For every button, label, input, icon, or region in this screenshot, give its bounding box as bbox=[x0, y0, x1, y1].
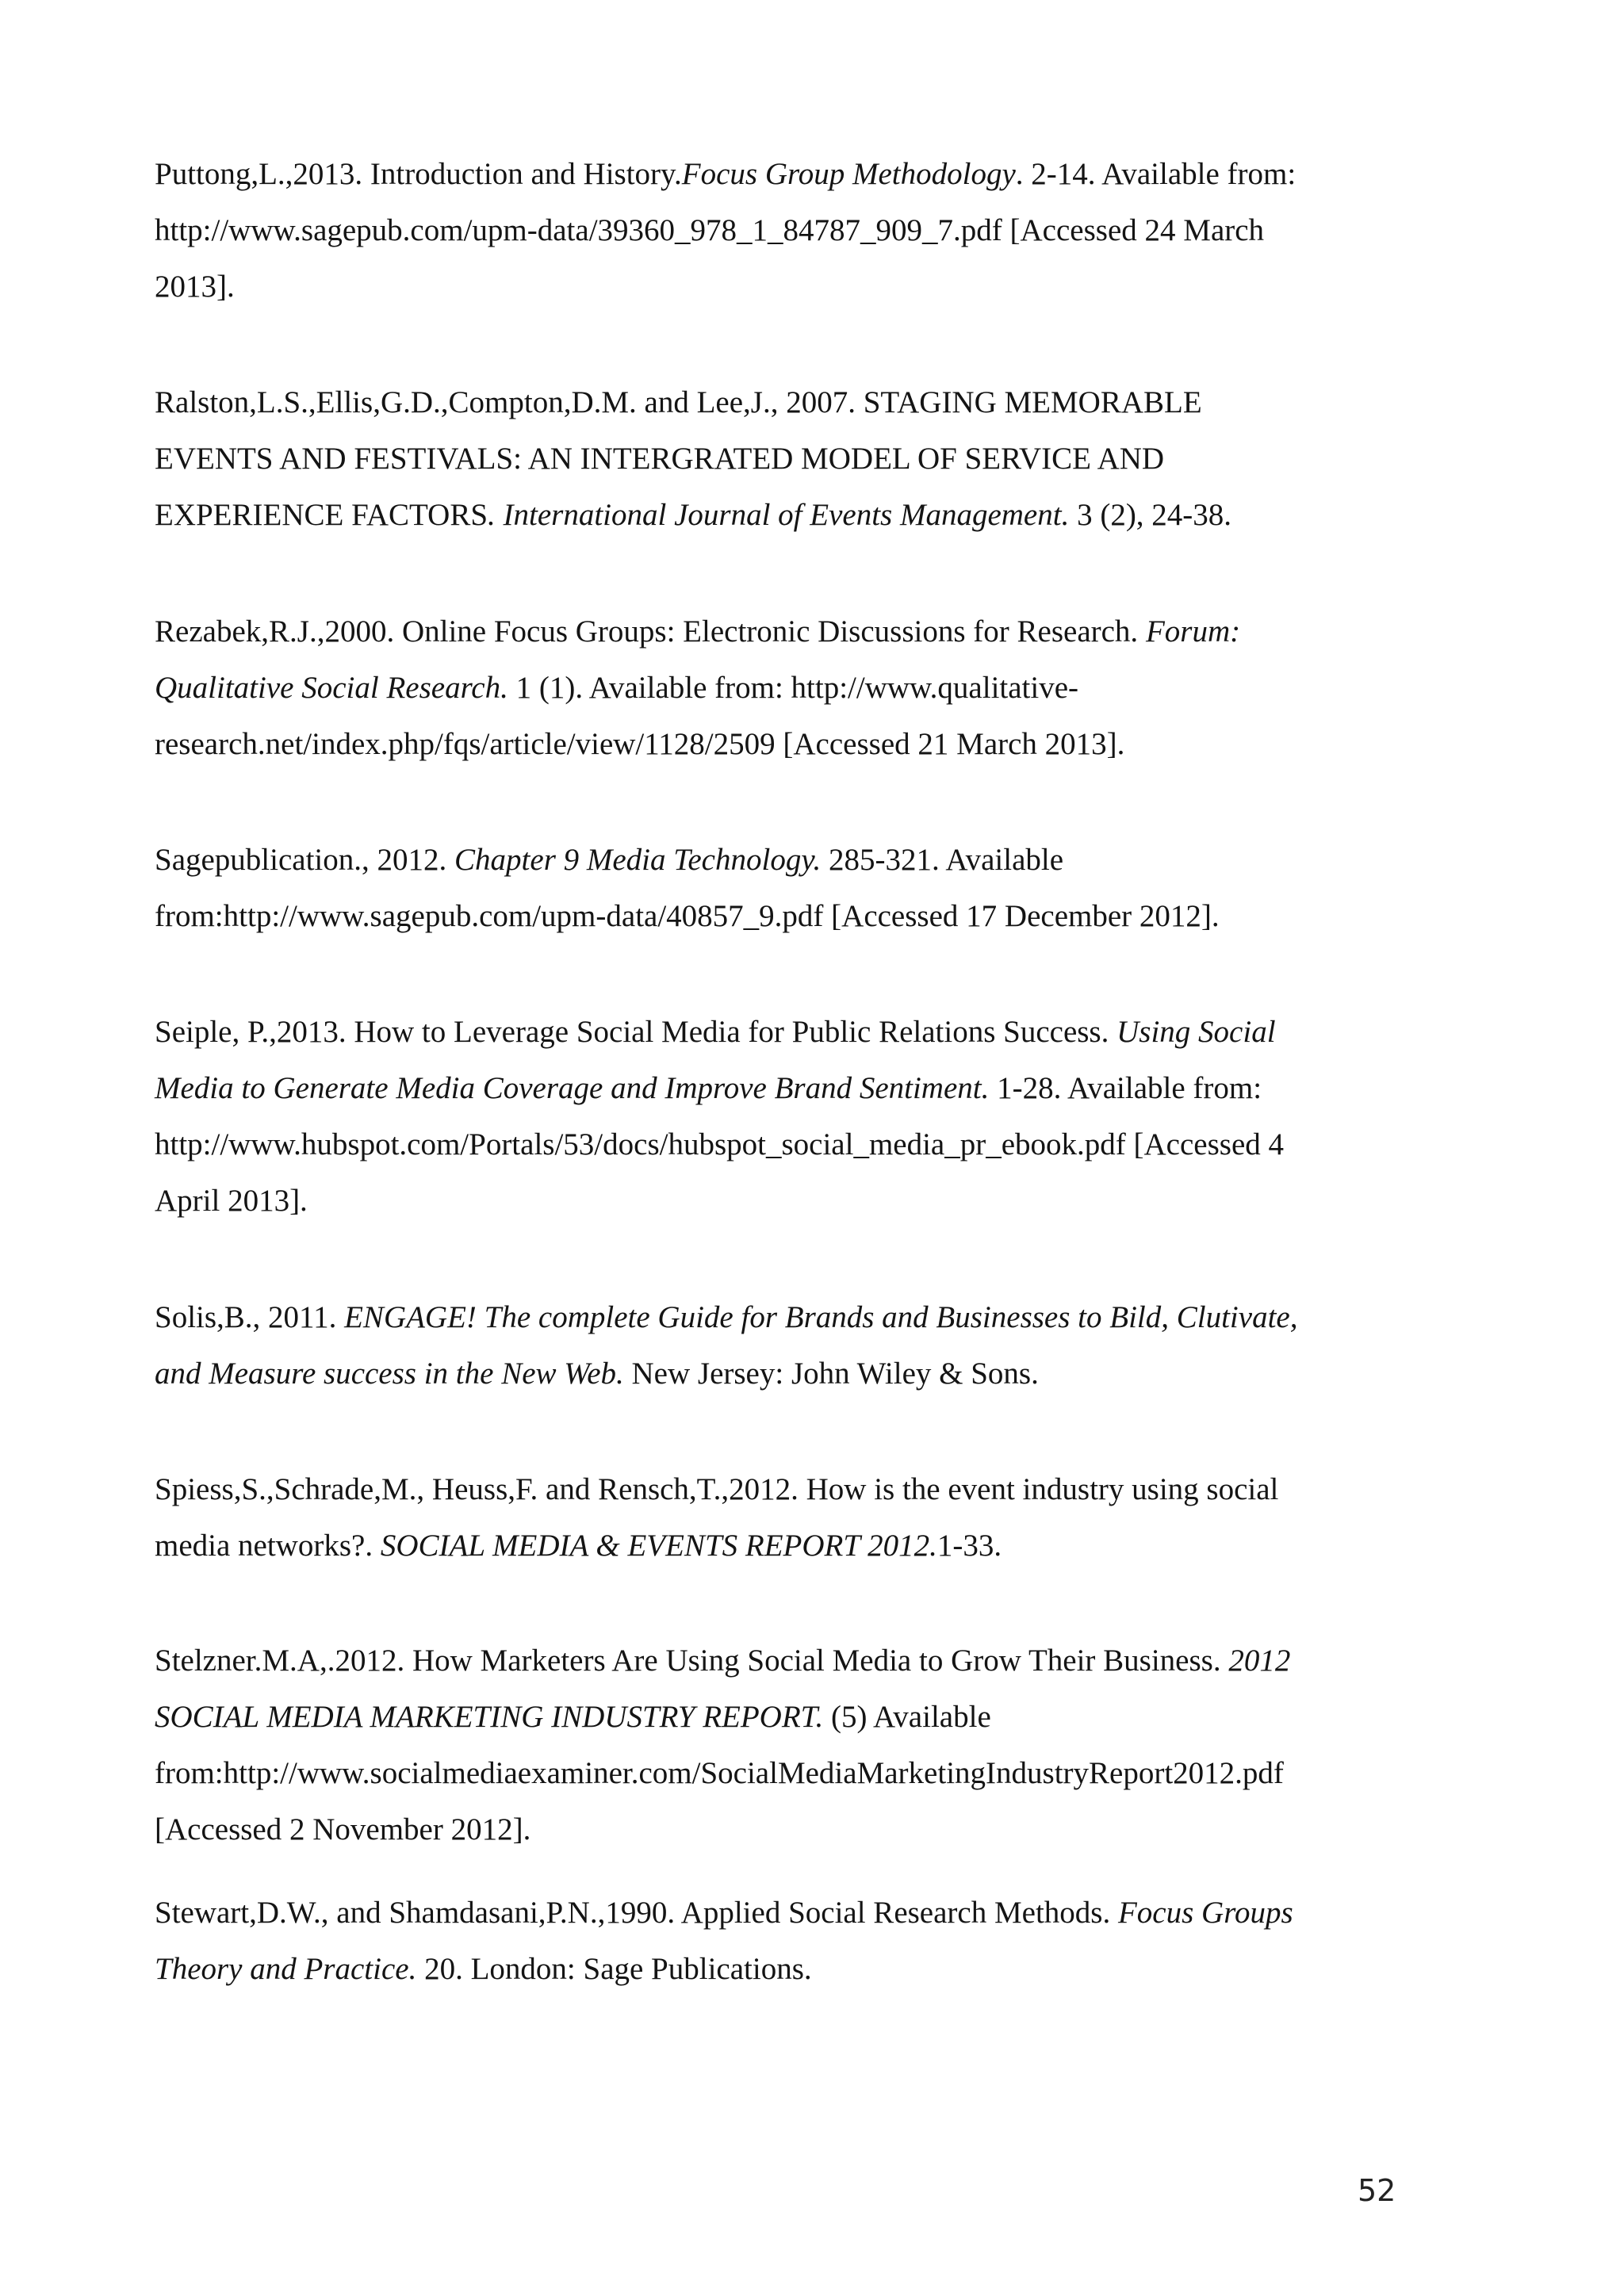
reference-entry bbox=[155, 146, 1392, 315]
reference-entry bbox=[155, 1289, 1392, 1402]
reference-text: 3 (2), 24-38. bbox=[1069, 498, 1232, 532]
reference-entry bbox=[155, 374, 1392, 543]
reference-text: http://www.sagepub.com/upm-data/39360_978_1_84787_909_7.pdf [Accessed 24 March bbox=[155, 213, 1265, 247]
reference-text: Solis,B., 2011. bbox=[155, 1300, 345, 1334]
reference-line bbox=[155, 1745, 1392, 1801]
reference-italic-text: Using Social bbox=[1116, 1015, 1276, 1049]
reference-italic-text: and Measure success in the New Web. bbox=[155, 1357, 624, 1391]
reference-line bbox=[155, 716, 1392, 772]
reference-italic-text: 2012 bbox=[1228, 1644, 1291, 1678]
reference-text: EXPERIENCE FACTORS bbox=[155, 498, 488, 532]
reference-text: Seiple, P.,2013. How to Leverage Social Media for Public Relations Success. bbox=[155, 1015, 1117, 1049]
reference-entry bbox=[155, 832, 1392, 944]
reference-italic-text: Chapter 9 Media Technology. bbox=[454, 843, 822, 877]
reference-line bbox=[155, 374, 1392, 430]
reference-text: New Jersey: John Wiley & Sons. bbox=[623, 1357, 1039, 1391]
reference-text: [Accessed 2 November 2012]. bbox=[155, 1812, 531, 1846]
reference-italic-text: Theory and Practice. bbox=[155, 1952, 417, 1986]
reference-text: 1-33. bbox=[936, 1529, 1002, 1563]
reference-text: Rezabek,R.J.,2000. Online Focus Groups: Electronic Discussions for Research. bbox=[155, 614, 1146, 649]
reference-entry bbox=[155, 1004, 1392, 1229]
reference-line bbox=[155, 1173, 1392, 1229]
reference-entry bbox=[155, 1885, 1392, 1997]
reference-text: (5) Available bbox=[823, 1700, 991, 1734]
reference-line bbox=[155, 1289, 1392, 1345]
reference-text: http://www.hubspot.com/Portals/53/docs/hubspot_social_media_pr_ebook.pdf [Accessed 4 bbox=[155, 1127, 1285, 1161]
reference-entry bbox=[155, 1632, 1392, 1858]
reference-text: Puttong,L.,2013. Introduction and History. bbox=[155, 157, 682, 191]
reference-text: Stelzner.M.A,.2012. How Marketers Are Using Social Media to Grow Their Business. bbox=[155, 1644, 1229, 1678]
reference-text: from:http://www.socialmediaexaminer.com/SocialMediaMarketingIndustryReport2012.pdf bbox=[155, 1756, 1284, 1790]
reference-italic-text: Media to Generate Media Coverage and Improve Brand Sentiment. bbox=[155, 1071, 990, 1105]
reference-text: April 2013]. bbox=[155, 1184, 308, 1218]
reference-italic-text: Forum: bbox=[1145, 614, 1241, 649]
reference-line bbox=[155, 430, 1392, 487]
reference-text: . 2-14. Available from: bbox=[1015, 157, 1297, 191]
page-number: 52 bbox=[1358, 2173, 1396, 2208]
reference-text: 20. London: Sage Publications. bbox=[416, 1952, 812, 1986]
reference-line bbox=[155, 258, 1392, 315]
reference-line bbox=[155, 832, 1392, 888]
reference-line bbox=[155, 603, 1392, 660]
reference-italic-text: ENGAGE! The complete Guide for Brands and Businesses to Bild, Clutivate, bbox=[344, 1300, 1298, 1334]
reference-line bbox=[155, 888, 1392, 944]
reference-text: from:http://www.sagepub.com/upm-data/40857_9.pdf [Accessed 17 December 2012]. bbox=[155, 899, 1220, 933]
reference-line bbox=[155, 660, 1392, 716]
reference-italic-text: SOCIAL MEDIA MARKETING INDUSTRY REPORT. bbox=[155, 1700, 824, 1734]
reference-text: 2013]. bbox=[155, 270, 235, 304]
reference-line bbox=[155, 1632, 1392, 1689]
reference-line bbox=[155, 1941, 1392, 1997]
reference-italic-text: Focus Group Methodology bbox=[681, 157, 1016, 191]
reference-text: Sagepublication., 2012. bbox=[155, 843, 455, 877]
reference-text: research.net/index.php/fqs/article/view/1128/2509 [Accessed 21 March 2013]. bbox=[155, 727, 1125, 761]
reference-line bbox=[155, 1689, 1392, 1745]
reference-text: Ralston,L.S.,Ellis,G.D.,Compton,D.M. and Lee,J., 2007. STAGING MEMORABLE bbox=[155, 385, 1202, 419]
reference-text: 1 (1). Available from: http://www.qualitative- bbox=[508, 671, 1079, 705]
reference-line bbox=[155, 1801, 1392, 1858]
reference-text: EVENTS AND FESTIVALS: AN INTERGRATED MODEL OF SERVICE AND bbox=[155, 442, 1165, 476]
reference-line bbox=[155, 1517, 1392, 1574]
reference-entry bbox=[155, 1461, 1392, 1574]
reference-text: 285-321. Available bbox=[821, 843, 1064, 877]
reference-italic-text: . International Journal of Events Management. bbox=[488, 498, 1070, 532]
reference-line bbox=[155, 146, 1392, 202]
reference-text: Stewart,D.W., and Shamdasani,P.N.,1990. Applied Social Research Methods. bbox=[155, 1896, 1118, 1930]
reference-line bbox=[155, 202, 1392, 258]
reference-line bbox=[155, 487, 1392, 543]
reference-text: 1-28. Available from: bbox=[989, 1071, 1262, 1105]
reference-line bbox=[155, 1004, 1392, 1060]
reference-entry bbox=[155, 603, 1392, 772]
reference-italic-text: SOCIAL MEDIA & EVENTS REPORT 2012. bbox=[380, 1529, 937, 1563]
reference-line bbox=[155, 1461, 1392, 1517]
reference-line bbox=[155, 1345, 1392, 1402]
reference-italic-text: Focus Groups bbox=[1117, 1896, 1293, 1930]
reference-line bbox=[155, 1885, 1392, 1941]
reference-text: media networks?. bbox=[155, 1529, 381, 1563]
reference-line bbox=[155, 1116, 1392, 1173]
reference-text: Spiess,S.,Schrade,M., Heuss,F. and Rensch,T.,2012. How is the event industry using social bbox=[155, 1472, 1279, 1506]
reference-line bbox=[155, 1060, 1392, 1116]
reference-italic-text: Qualitative Social Research. bbox=[155, 671, 508, 705]
